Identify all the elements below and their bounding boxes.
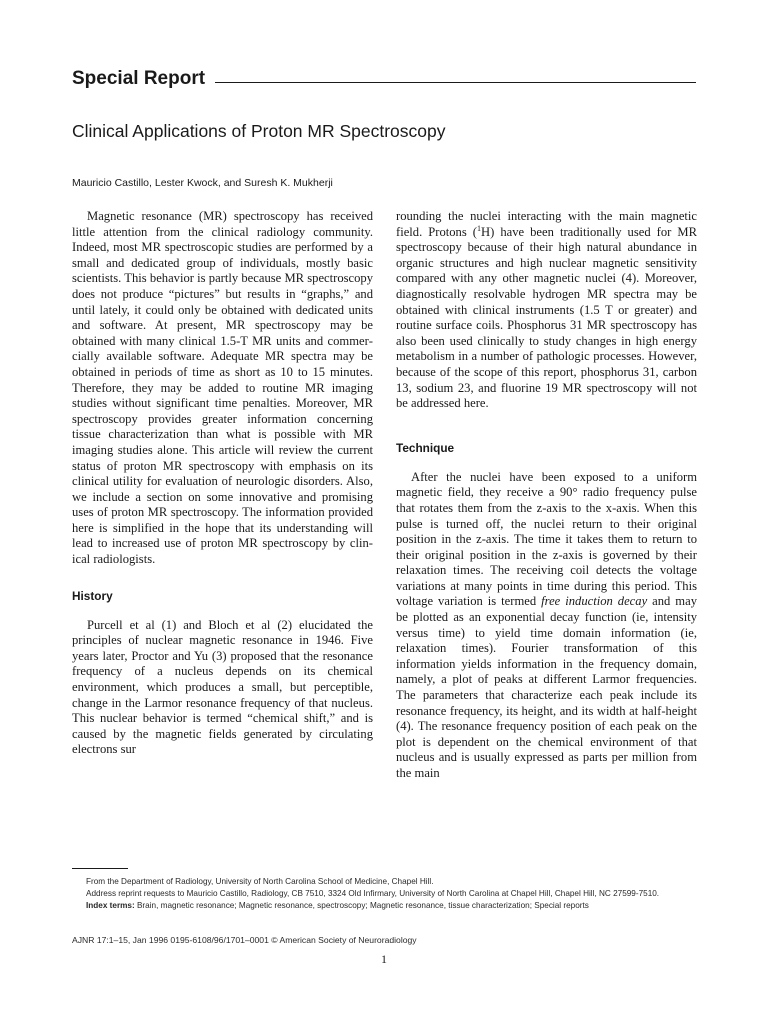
isotope-superscript: 1 <box>477 223 481 233</box>
index-terms-text: Brain, magnetic resonance; Magnetic resonance, spectroscopy; Magnetic resonance, tissue characterization; Special reports <box>134 901 589 911</box>
history-heading: History <box>72 588 113 603</box>
technique-heading: Technique <box>396 440 455 455</box>
report-header <box>72 68 696 90</box>
continuation-text-a: rounding the nuclei interacting with the main magnetic field. Protons ( <box>396 209 697 239</box>
intro-paragraph: Magnetic resonance (MR) spectroscopy has received little attention from the clinical radiology community. Indeed, most MR spectroscopic studies are performed by a small and dedicated group of individuals, mostly basic scientists. This behavior is partly because MR spectroscopy does not produce “pictures” but results in “graphs,” and until lately, it could only be obtained with dedicated units and software. At present, MR spectroscopy may be obtained with many clinical 1.5-T MR units and commercially available software. Adequate MR spectra may be obtained in periods of time as short as 10 to 15 minutes. Therefore, they may be added to routine MR imaging studies without significant time penalties. Moreover, MR spectroscopy provides greater information concerning tissue characterization than what is possible with MR imaging studies alone. This article will review the current status of proton MR spectroscopy with emphasis on its clinical utility for evaluation of neurologic disorders. Also, we include a section on some innovative and promising uses of proton MR spectroscopy. The information provided here is simplified in the hope that its understanding will lead to increased use of proton MR spectroscopy by clinical radiologists. <box>72 209 373 567</box>
history-paragraph: Purcell et al (1) and Bloch et al (2) elucidated the principles of nuclear magnetic resonance in 1946. Five years later, Proctor and Yu (3) proposed that the resonance frequency of a nucleus depends on its chemical environment, which produces a small, but perceptible, change in the Larmor resonance frequency of that nucleus. This nuclear behavior is termed “chemical shift,” and is caused by the magnetic fields generated by circulating electrons sur <box>72 617 373 757</box>
footnote-index-terms <box>72 900 700 912</box>
technique-italic-term: free induction decay <box>541 594 648 609</box>
footnote-reprints: Address reprint requests to Mauricio Castillo, Radiology, CB 7510, 3324 Old Infirmary, University of North Carolina at Chapel Hill, Chapel Hill, NC 27599-7510. <box>86 889 660 899</box>
footnotes <box>72 876 700 913</box>
article-title: Clinical Applications of Proton MR Spectroscopy <box>72 121 446 141</box>
index-terms-label: Index terms: <box>86 901 135 911</box>
footnote-rule <box>72 868 128 869</box>
section-label: Special Report <box>72 68 206 89</box>
footnote-affiliation: From the Department of Radiology, University of North Carolina School of Medicine, Chapel Hill. <box>86 877 434 886</box>
technique-text-a: After the nuclei have been exposed to a uniform magnetic field, they receive a 90° radio frequency pulse that rotates them from the z-axis to the x-axis. When this pulse is turned off, the nuclei return to their original position in the z-axis. The time it takes them to return to their original position in the z-axis is governed by their relaxation times. The receiving coil detects the voltage variations at many points in time during this period. This voltage variation is termed <box>396 469 697 609</box>
technique-text-b: and may be plotted as an exponential decay function (ie, intensity versus time) to yield time domain information (ie, relaxation times). Fourier transformation of this information yields information in the frequency domain, namely, a plot of peaks at different Larmor frequencies. The parameters that characterize each peak include its resonance frequency, its height, and its width at half-height (4). The resonance frequency position of each peak on the plot is dependent on the chemical environment of that nucleus and is usually expressed as parts per million from the main <box>396 594 697 780</box>
technique-paragraph <box>396 470 697 782</box>
journal-citation: AJNR 17:1–15, Jan 1996 0195-6108/96/1701–0001 © American Society of Neuroradiology <box>72 935 417 945</box>
continuation-text-b: H) have been traditionally used for MR spectroscopy because of their high natural abundance in organic structures and high nuclear magnetic sensitivity compared with any other magnetic nuclei (4). Moreover, diagnostically resolvable hydrogen MR spectra may be obtained with clinical instruments (1.5 T or greater) and routine surface coils. Phosphorus 31 MR spectroscopy has also been used clinically to study changes in high energy metabolism in a number of pathologic processes. However, because of the scope of this report, phosphorus 31, carbon 13, sodium 23, and fluorine 19 MR spectroscopy will not be addressed here. <box>396 224 697 411</box>
header-rule <box>215 82 696 83</box>
page-number: 1 <box>381 952 387 966</box>
left-column <box>72 209 373 758</box>
right-column <box>396 209 697 782</box>
article-authors: Mauricio Castillo, Lester Kwock, and Suresh K. Mukherji <box>72 177 333 189</box>
continuation-paragraph <box>396 209 697 412</box>
